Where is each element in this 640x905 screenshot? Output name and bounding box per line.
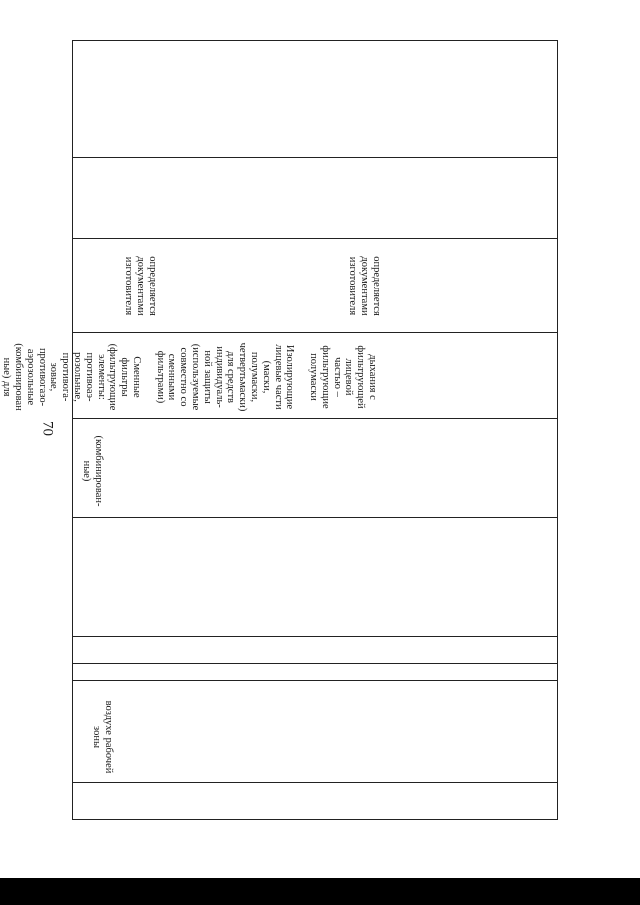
- row-divider: [72, 782, 558, 783]
- row-divider: [72, 680, 558, 681]
- row-divider: [72, 517, 558, 518]
- table-border-right: [557, 40, 558, 820]
- cell-combined-text: (комбинирован- ные): [81, 435, 104, 507]
- table-border-bottom: [72, 819, 558, 820]
- page-number: 70: [39, 421, 56, 436]
- row-divider: [72, 418, 558, 419]
- cell-work-zone-text: воздухе рабочей зоны: [91, 700, 114, 774]
- row-divider: [72, 332, 558, 333]
- row-divider: [72, 238, 558, 239]
- table-border-left: [72, 40, 73, 820]
- cell-devices-text: дыхания с фильтрующей лицевой частью – фильтрующие полумаски Изолирующие лицевые части (маски, полумаски, четвертьмаски) для средств индивидуаль- ной защиты (используемые совместно со сменными фильтрами) Сменные фильтры (фильтрующие элементы: противоаэ- розольные, противога- зовые, противогазо- аэрозольные (комбинирован ные) для: [1, 342, 378, 412]
- row-divider: [72, 636, 558, 637]
- table-border-top: [72, 40, 558, 41]
- scan-bottom-border: [0, 878, 640, 905]
- row-divider: [72, 663, 558, 664]
- cell-norm-text: определяется документами изготовителя определяется документами изготовителя: [123, 256, 382, 316]
- row-divider: [72, 157, 558, 158]
